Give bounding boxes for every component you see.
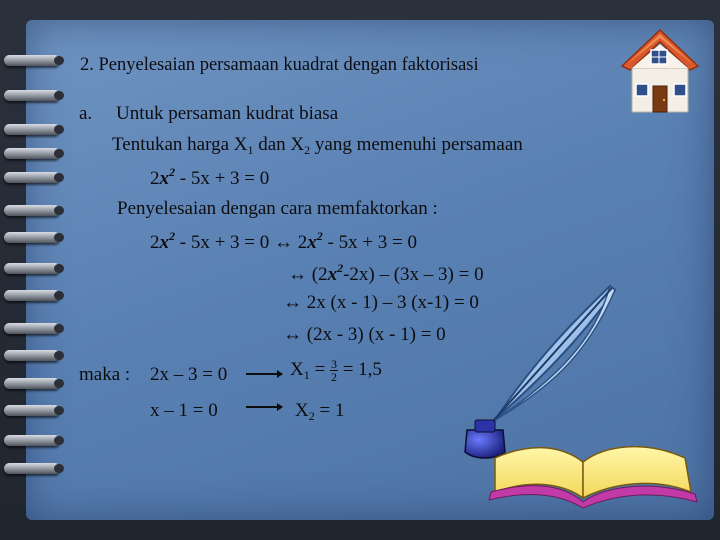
coef: 2	[150, 168, 160, 189]
step-1	[150, 230, 417, 252]
step-text: - 5x + 3 = 0 ↔	[175, 232, 298, 253]
binder-ring	[4, 463, 60, 474]
variable: x	[327, 264, 338, 285]
binder-ring	[4, 90, 60, 101]
method-label: Penyelesaian dengan cara memfaktorkan :	[117, 198, 438, 219]
binder-ring	[4, 232, 60, 243]
implies-arrow	[246, 406, 282, 408]
binder-ring	[4, 55, 60, 66]
exponent: 2	[316, 229, 323, 243]
binder-ring	[4, 124, 60, 135]
x1-value: = 1,5	[337, 359, 382, 380]
binder-ring	[4, 378, 60, 389]
problem-text: yang memenuhi persamaan	[310, 134, 523, 155]
x-label: X	[295, 400, 309, 421]
step-3: ↔ 2x (x - 1) – 3 (x-1) = 0	[283, 292, 479, 313]
quill-inkwell-book-icon	[455, 280, 705, 510]
binder-ring	[4, 148, 60, 159]
binder-ring	[4, 263, 60, 274]
subscript: 1	[303, 368, 310, 382]
problem-text: Tentukan harga X	[112, 134, 248, 155]
fraction-denominator: 2	[330, 370, 337, 385]
section-heading: Untuk persaman kudrat biasa	[116, 103, 339, 124]
step-text: - 5x + 3 = 0	[322, 232, 418, 253]
house-icon[interactable]	[620, 26, 700, 118]
result-equation-2: x – 1 = 0	[150, 400, 218, 421]
maka-label: maka :	[79, 364, 131, 385]
coef: 2	[297, 232, 308, 253]
binder-ring	[4, 172, 60, 183]
exponent: 2	[169, 229, 175, 243]
implies-arrow	[246, 373, 282, 375]
slide-title: 2. Penyelesaian persamaan kuadrat dengan faktorisasi	[80, 55, 479, 75]
x1-result	[290, 357, 382, 388]
subscript: 1	[247, 143, 254, 157]
subscript: 2	[308, 409, 315, 423]
fraction-numerator: 3	[330, 357, 337, 372]
x2-value: = 1	[314, 400, 345, 421]
coef: 2	[318, 264, 328, 285]
binder-ring	[4, 205, 60, 216]
x-label: X	[290, 359, 304, 380]
variable: x	[307, 232, 317, 253]
equation	[150, 166, 269, 188]
step-text: ↔ (	[288, 264, 319, 285]
section-marker: a.	[79, 103, 93, 124]
binder-ring	[4, 435, 60, 446]
coef: 2	[150, 232, 160, 253]
problem-statement	[112, 135, 523, 156]
exponent: 2	[337, 261, 344, 275]
variable: x	[159, 168, 169, 189]
exponent: 2	[169, 165, 175, 179]
binder-ring	[4, 323, 60, 334]
equals-sign: =	[309, 359, 330, 380]
binder-ring	[4, 350, 60, 361]
binder-ring	[4, 290, 60, 301]
x2-result	[295, 401, 344, 422]
binder-ring	[4, 405, 60, 416]
equation-rest: - 5x + 3 = 0	[175, 168, 270, 189]
result-equation-1: 2x – 3 = 0	[150, 364, 228, 385]
variable: x	[159, 232, 169, 253]
fraction	[330, 358, 338, 383]
problem-text: dan X	[253, 134, 305, 155]
step-4: ↔ (2x - 3) (x - 1) = 0	[283, 324, 446, 345]
subscript: 2	[304, 143, 311, 157]
step-text: -2x) – (3x – 3) = 0	[343, 264, 484, 285]
